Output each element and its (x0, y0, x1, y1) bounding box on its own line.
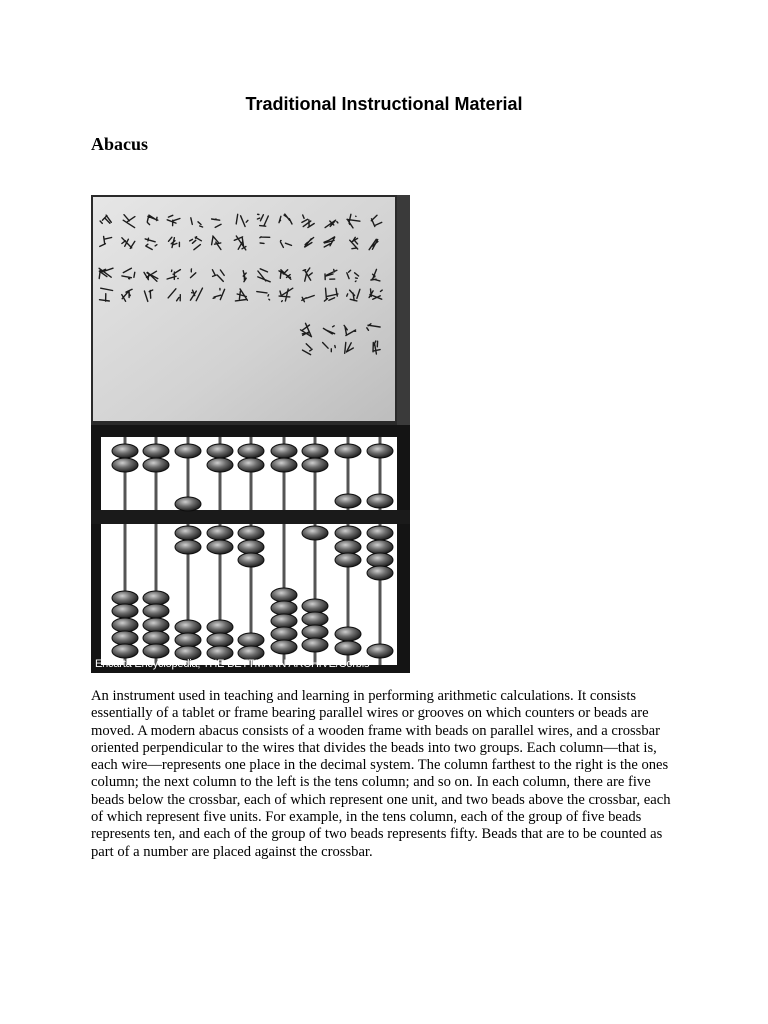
abacus-bead (112, 631, 138, 645)
abacus-bead (271, 458, 297, 472)
abacus-bead (143, 644, 169, 658)
abacus-photo (91, 195, 410, 673)
abacus-bead (367, 494, 393, 508)
abacus-bead (207, 633, 233, 647)
abacus-bead (143, 604, 169, 618)
paper-tablet (93, 197, 395, 421)
abacus-bead (367, 540, 393, 554)
abacus-bead (175, 633, 201, 647)
abacus-bead (238, 553, 264, 567)
abacus-bead (207, 458, 233, 472)
abacus-bead (207, 526, 233, 540)
body-paragraph: An instrument used in teaching and learning in performing arithmetic calculations. It consists essentially of a tablet or frame bearing parallel wires or grooves on which counters or beads are moved. A modern abacus consists of a wooden frame with beads on parallel wires, and a crossbar oriented perpendicular to the wires that divides the beads into two groups. Each column—that is, each wire—represents one place in the decimal system. The column farthest to the right is the ones column; the next column to the left is the tens column; and so on. In each column, there are five beads below the crossbar, each of which represent one unit, and two beads above the crossbar, each of which represent five units. For example, in the tens column, each of the group of five beads represents ten, and each of the group of two beads represents fifty. Beads that are to be counted as part of a number are placed against the crossbar. (91, 688, 671, 860)
abacus-bead (302, 526, 328, 540)
abacus-bead (271, 588, 297, 602)
abacus-bead (143, 631, 169, 645)
photo-caption: Encarta Encyclopedia, THE BETTMANN ARCHIVE/Corbis (95, 658, 370, 670)
abacus-bead (335, 444, 361, 458)
abacus-bead (112, 591, 138, 605)
abacus-bead (302, 638, 328, 652)
abacus-bead (271, 444, 297, 458)
abacus-bead (335, 494, 361, 508)
abacus-bead (335, 540, 361, 554)
abacus-bead (238, 458, 264, 472)
abacus-crossbar (91, 510, 410, 524)
abacus-bead (335, 627, 361, 641)
abacus-bead (175, 526, 201, 540)
abacus-bead (112, 444, 138, 458)
abacus-bead (112, 618, 138, 632)
abacus-bead (238, 633, 264, 647)
abacus-bead (238, 540, 264, 554)
abacus-bead (207, 540, 233, 554)
abacus-bead (143, 458, 169, 472)
abacus-bead (367, 644, 393, 658)
abacus-bead (207, 620, 233, 634)
abacus-bead (143, 618, 169, 632)
abacus-bead (302, 444, 328, 458)
abacus-bead (302, 625, 328, 639)
abacus-bead (335, 526, 361, 540)
abacus-bead (302, 612, 328, 626)
abacus-bead (175, 497, 201, 511)
abacus-bead (302, 458, 328, 472)
abacus-bead (112, 604, 138, 618)
section-heading: Abacus (91, 134, 149, 154)
abacus-bead (271, 640, 297, 654)
abacus-bead (112, 458, 138, 472)
abacus-bead (175, 444, 201, 458)
abacus-bead (175, 540, 201, 554)
abacus-bead (238, 526, 264, 540)
abacus-bead (271, 614, 297, 628)
abacus-bead (367, 526, 393, 540)
abacus-bead (367, 444, 393, 458)
abacus-bead (271, 601, 297, 615)
abacus-bead (367, 566, 393, 580)
abacus-bead (335, 553, 361, 567)
abacus-bead (143, 591, 169, 605)
page-title: Traditional Instructional Material (245, 94, 523, 114)
abacus-bead (335, 641, 361, 655)
abacus-bead (302, 599, 328, 613)
abacus-bead (238, 444, 264, 458)
abacus-bead (175, 620, 201, 634)
abacus-bead (112, 644, 138, 658)
abacus-bead (143, 444, 169, 458)
abacus-bead (271, 627, 297, 641)
abacus-bead (367, 553, 393, 567)
abacus-bead (207, 444, 233, 458)
